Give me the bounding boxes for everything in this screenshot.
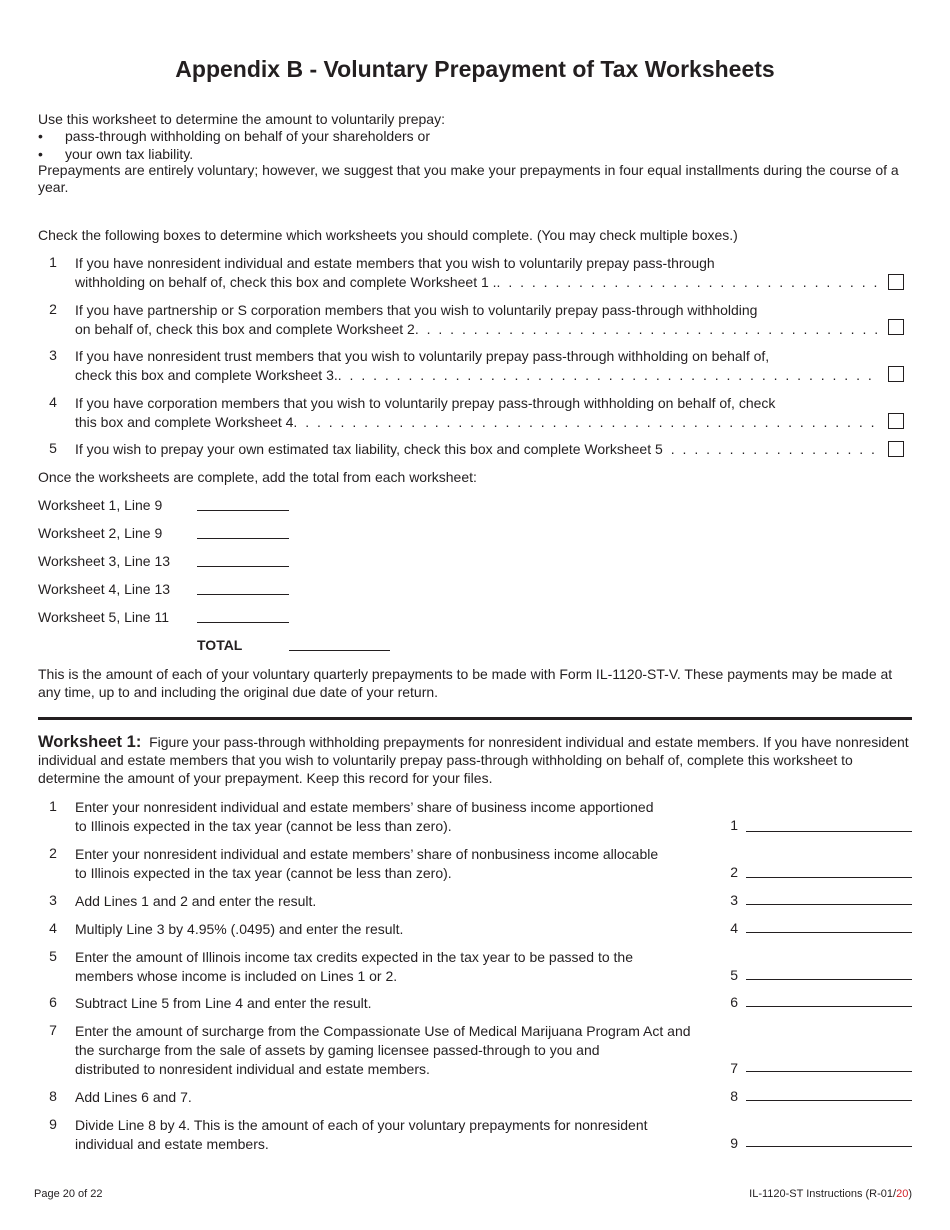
line-ref: 1 bbox=[730, 817, 738, 833]
line-8-entry[interactable] bbox=[746, 1100, 912, 1101]
worksheet-2-checkbox[interactable] bbox=[888, 319, 904, 335]
form-id: IL-1120-ST Instructions (R-01/20) bbox=[749, 1188, 912, 1200]
checkbox-row-5 bbox=[38, 440, 904, 460]
intro-bullet: • pass-through withholding on behalf of your shareholders or bbox=[38, 128, 431, 144]
line-number: 4 bbox=[49, 920, 57, 936]
summary-entry-line[interactable] bbox=[197, 538, 289, 539]
worksheet-1-heading: Worksheet 1: bbox=[38, 733, 142, 751]
line-3-entry[interactable] bbox=[746, 904, 912, 905]
line-ref: 5 bbox=[730, 967, 738, 983]
intro-text: Use this worksheet to determine the amount to voluntarily prepay: bbox=[38, 111, 445, 127]
line-text: Enter your nonresident individual and estate members’ share of nonbusiness income allocable to Illinois expected in the tax year (cannot be less than zero). bbox=[75, 846, 659, 881]
summary-label: Worksheet 4, Line 13 bbox=[38, 581, 171, 597]
summary-entry-line[interactable] bbox=[197, 566, 289, 567]
line-number: 2 bbox=[49, 845, 57, 861]
worksheet-5-checkbox[interactable] bbox=[888, 441, 904, 457]
row-text: If you have nonresident trust members that you wish to voluntarily prepay pass-through withholding on behalf of, check this box and complete Worksheet 3. . . . bbox=[75, 347, 878, 385]
row-text: If you have corporation members that you wish to voluntarily prepay pass-through withholding on behalf of, check this box and complete Worksheet 4 . . . bbox=[75, 394, 878, 432]
line-number: 1 bbox=[49, 798, 57, 814]
line-5-entry[interactable] bbox=[746, 979, 912, 980]
page-title: Appendix B - Voluntary Prepayment of Tax Worksheets bbox=[175, 56, 775, 82]
section-divider bbox=[38, 717, 912, 720]
line-text: Divide Line 8 by 4. This is the amount of each of your voluntary prepayments for nonresident individual and estate members. bbox=[75, 1117, 648, 1152]
row-number: 2 bbox=[49, 301, 57, 317]
line-ref: 2 bbox=[730, 864, 738, 880]
line-text: Enter the amount of surcharge from the Compassionate Use of Medical Marijuana Program Act and the surcharge from the sale of assets by gaming licensee passed-through to you and distributed to nonresident individual and estate members. bbox=[75, 1023, 691, 1077]
line-ref: 4 bbox=[730, 920, 738, 936]
row-text: If you have partnership or S corporation members that you wish to voluntarily prepay pass-through withholding on behalf of, check this box and complete Worksheet 2 . . . bbox=[75, 301, 878, 339]
line-text: Multiply Line 3 by 4.95% (.0495) and enter the result. bbox=[75, 921, 404, 937]
line-text: Subtract Line 5 from Line 4 and enter the result. bbox=[75, 995, 372, 1011]
checkbox-row-1 bbox=[38, 254, 904, 292]
row-text: If you wish to prepay your own estimated tax liability, check this box and complete Worksheet 5 . . . bbox=[75, 440, 878, 459]
line-1-entry[interactable] bbox=[746, 831, 912, 832]
summary-entry-line[interactable] bbox=[197, 510, 289, 511]
intro-bullet: • your own tax liability. bbox=[38, 146, 194, 162]
line-number: 6 bbox=[49, 994, 57, 1010]
worksheet-1-checkbox[interactable] bbox=[888, 274, 904, 290]
row-text: If you have nonresident individual and estate members that you wish to voluntarily prepay pass-through withholding on behalf of, check this box and complete Worksheet 1 . . . . bbox=[75, 254, 878, 292]
line-9-entry[interactable] bbox=[746, 1146, 912, 1147]
worksheet-1-intro bbox=[38, 733, 910, 787]
summary-label: Worksheet 3, Line 13 bbox=[38, 553, 171, 569]
line-ref: 9 bbox=[730, 1135, 738, 1151]
line-2-entry[interactable] bbox=[746, 877, 912, 878]
worksheet-4-checkbox[interactable] bbox=[888, 413, 904, 429]
checkbox-row-2 bbox=[38, 301, 904, 339]
summary-label: Worksheet 1, Line 9 bbox=[38, 497, 163, 513]
line-number: 9 bbox=[49, 1116, 57, 1132]
line-6-entry[interactable] bbox=[746, 1006, 912, 1007]
checkbox-row-4 bbox=[38, 394, 904, 432]
total-label: TOTAL bbox=[197, 637, 243, 653]
worksheet-1-description: Figure your pass-through withholding prepayments for nonresident individual and estate members. If you have nonresident individual and estate members that you wish to voluntarily prepay pass-through withholding on behalf of, complete this worksheet to determine the amount of your prepayment. Keep this record for your files. bbox=[38, 734, 909, 786]
line-text: Add Lines 6 and 7. bbox=[75, 1089, 192, 1105]
row-number: 5 bbox=[49, 440, 57, 456]
line-text: Enter your nonresident individual and estate members’ share of business income apportioned to Illinois expected in the tax year (cannot be less than zero). bbox=[75, 799, 654, 834]
line-number: 8 bbox=[49, 1088, 57, 1104]
line-7-entry[interactable] bbox=[746, 1071, 912, 1072]
row-number: 1 bbox=[49, 254, 57, 270]
line-text: Enter the amount of Illinois income tax credits expected in the tax year to be passed to the members whose income is included on Lines 1 or 2. bbox=[75, 949, 633, 984]
line-ref: 3 bbox=[730, 892, 738, 908]
total-entry-line[interactable] bbox=[289, 650, 390, 651]
line-ref: 6 bbox=[730, 994, 738, 1010]
row-number: 4 bbox=[49, 394, 57, 410]
summary-label: Worksheet 2, Line 9 bbox=[38, 525, 163, 541]
line-ref: 7 bbox=[730, 1060, 738, 1076]
summary-entry-line[interactable] bbox=[197, 594, 289, 595]
line-number: 7 bbox=[49, 1022, 57, 1038]
line-number: 3 bbox=[49, 892, 57, 908]
page-number: Page 20 of 22 bbox=[34, 1188, 103, 1200]
check-intro: Check the following boxes to determine which worksheets you should complete. (You may check multiple boxes.) bbox=[38, 227, 738, 243]
checkbox-row-3 bbox=[38, 347, 904, 385]
line-number: 5 bbox=[49, 948, 57, 964]
summary-label: Worksheet 5, Line 11 bbox=[38, 609, 170, 625]
intro-note: Prepayments are entirely voluntary; however, we suggest that you make your prepayments in four equal installments during the course of a year. bbox=[38, 162, 899, 195]
row-number: 3 bbox=[49, 347, 57, 363]
line-4-entry[interactable] bbox=[746, 932, 912, 933]
line-text: Add Lines 1 and 2 and enter the result. bbox=[75, 893, 317, 909]
line-ref: 8 bbox=[730, 1088, 738, 1104]
worksheet-3-checkbox[interactable] bbox=[888, 366, 904, 382]
summary-entry-line[interactable] bbox=[197, 622, 289, 623]
summary-note: This is the amount of each of your voluntary quarterly prepayments to be made with Form IL-1120-ST-V. These payments may be made at any time, up to and including the original due date of your return. bbox=[38, 666, 893, 700]
summary-intro: Once the worksheets are complete, add the total from each worksheet: bbox=[38, 469, 477, 485]
